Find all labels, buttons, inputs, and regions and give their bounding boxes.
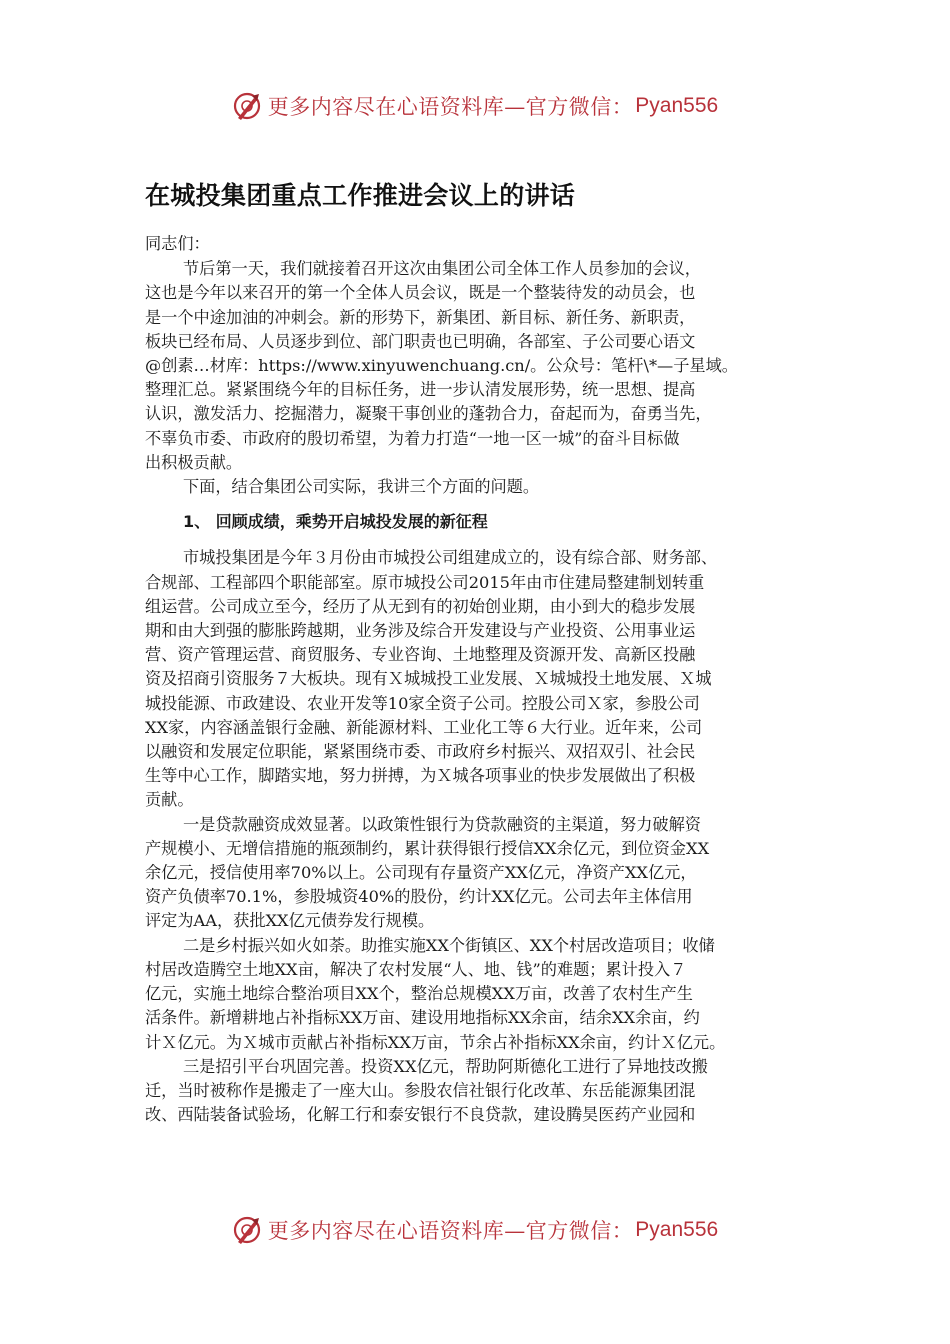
salutation: 同志们： xyxy=(145,234,210,253)
text-line: 这也是今年以来召开的第一个全体人员会议，既是一个整装待发的动员会，也 xyxy=(145,283,696,303)
text-line: 合规部、工程部四个职能部室。原市城投公司2015年由市住建局整建制划转重 xyxy=(145,572,705,592)
paragraph-company-overview xyxy=(145,546,817,812)
pen-logo-icon xyxy=(232,91,262,121)
text-line: 资产负债率70.1%，参股城资40%的股份，约计XX亿元。公司去年主体信用 xyxy=(145,887,693,907)
text-line: 节后第一天，我们就接着召开这次由集团公司全体工作人员参加的会议， xyxy=(183,259,701,279)
text-line: 生等中心工作，脚踏实地，努力拼搏，为Ｘ城各项事业的快步发展做出了积极 xyxy=(145,766,696,786)
text-line: 是一个中途加油的冲刺会。新的形势下，新集团、新目标、新任务、新职责， xyxy=(145,307,696,327)
banner-text: 更多内容尽在心语资料库—官方微信： xyxy=(267,1219,634,1243)
top-banner xyxy=(0,86,950,126)
text-line: 以融资和发展定位职能，紧紧围绕市委、市政府乡村振兴、双招双引、社会民 xyxy=(145,742,696,762)
text-line: 期和由大到强的膨胀跨越期，业务涉及综合开发建设与产业投资、公用事业运 xyxy=(145,621,696,641)
paragraph-platform xyxy=(145,1055,817,1128)
text-line: @创素…材库：https://www.xinyuwenchuang.cn/。公众号：笔杆\*—子星域。 xyxy=(145,356,738,376)
text-line: 亿元，实施土地综合整治项目XX个，整治总规模XX万亩，改善了农村生产生 xyxy=(145,984,693,1004)
paragraph-rural-revitalization xyxy=(145,934,817,1055)
text-line: 出积极贡献。 xyxy=(145,452,243,472)
paragraph-opening xyxy=(145,257,817,475)
banner-wechat-id: Pyan556 xyxy=(635,94,719,117)
text-line: 认识，激发活力、挖掘潜力，凝聚干事创业的蓬勃合力，奋起而为，奋勇当先， xyxy=(145,404,712,424)
text-line: 市城投集团是今年３月份由市城投公司组建成立的，设有综合部、财务部、 xyxy=(183,548,718,568)
text-line: 改、西陆装备试验场，化解工行和泰安银行不良贷款，建设腾昊医药产业园和 xyxy=(145,1105,696,1125)
text-line: 一是贷款融资成效显著。以政策性银行为贷款融资的主渠道，努力破解资 xyxy=(183,814,701,834)
section-heading: 1、 回顾成绩，乘势开启城投发展的新征程 xyxy=(183,512,488,532)
text-line: 活条件。新增耕地占补指标XX万亩、建设用地指标XX余亩，结余XX余亩，约 xyxy=(145,1008,700,1028)
text-line: XX家，内容涵盖银行金融、新能源材料、工业化工等６大行业。近年来，公司 xyxy=(145,717,703,737)
text-line: 评定为AA，获批XX亿元债券发行规模。 xyxy=(145,911,435,931)
text-line: 资及招商引资服务７大板块。现有Ｘ城城投工业发展、Ｘ城城投土地发展、Ｘ城 xyxy=(145,669,712,689)
text-line: 村居改造腾空土地XX亩，解决了农村发展“人、地、钱”的难题；累计投入７ xyxy=(145,959,687,979)
text-line: 城投能源、市政建设、农业开发等10家全资子公司。控股公司Ｘ家，参股公司 xyxy=(145,693,700,713)
banner-wechat-id: Pyan556 xyxy=(635,1218,719,1241)
text-line: 迁，当时被称作是搬走了一座大山。参股农信社银行化改革、东岳能源集团混 xyxy=(145,1080,696,1100)
bottom-banner xyxy=(0,1210,950,1250)
pen-logo-icon xyxy=(232,1215,262,1245)
document-body xyxy=(145,232,817,1127)
paragraph-intro: 下面，结合集团公司实际，我讲三个方面的问题。 xyxy=(183,477,540,497)
text-line: 不辜负市委、市政府的殷切希望，为着力打造“一地一区一城”的奋斗目标做 xyxy=(145,428,680,448)
text-line: 板块已经布局、人员逐步到位、部门职责也已明确，各部室、子公司要心语文 xyxy=(145,331,696,351)
page-title: 在城投集团重点工作推进会议上的讲话 xyxy=(145,181,576,210)
banner-text: 更多内容尽在心语资料库—官方微信： xyxy=(267,95,634,119)
text-line: 三是招引平台巩固完善。投资XX亿元，帮助阿斯德化工进行了异地技改搬 xyxy=(183,1056,708,1076)
text-line: 整理汇总。紧紧围绕今年的目标任务，进一步认清发展形势，统一思想、提高 xyxy=(145,380,696,400)
text-line: 二是乡村振兴如火如荼。助推实施XX个街镇区、XX个村居改造项目；收储 xyxy=(183,935,715,955)
text-line: 产规模小、无增信措施的瓶颈制约，累计获得银行授信XX余亿元，到位资金XX xyxy=(145,838,710,858)
text-line: 计Ｘ亿元。为Ｘ城市贡献占补指标XX万亩，节余占补指标XX余亩，约计Ｘ亿元。 xyxy=(145,1032,726,1052)
text-line: 贡献。 xyxy=(145,790,194,810)
text-line: 营、资产管理运营、商贸服务、专业咨询、土地整理及资源开发、高新区投融 xyxy=(145,645,696,665)
text-line: 组运营。公司成立至今，经历了从无到有的初始创业期，由小到大的稳步发展 xyxy=(145,596,696,616)
paragraph-financing xyxy=(145,813,817,934)
text-line: 余亿元，授信使用率70%以上。公司现有存量资产XX亿元，净资产XX亿元， xyxy=(145,863,697,883)
